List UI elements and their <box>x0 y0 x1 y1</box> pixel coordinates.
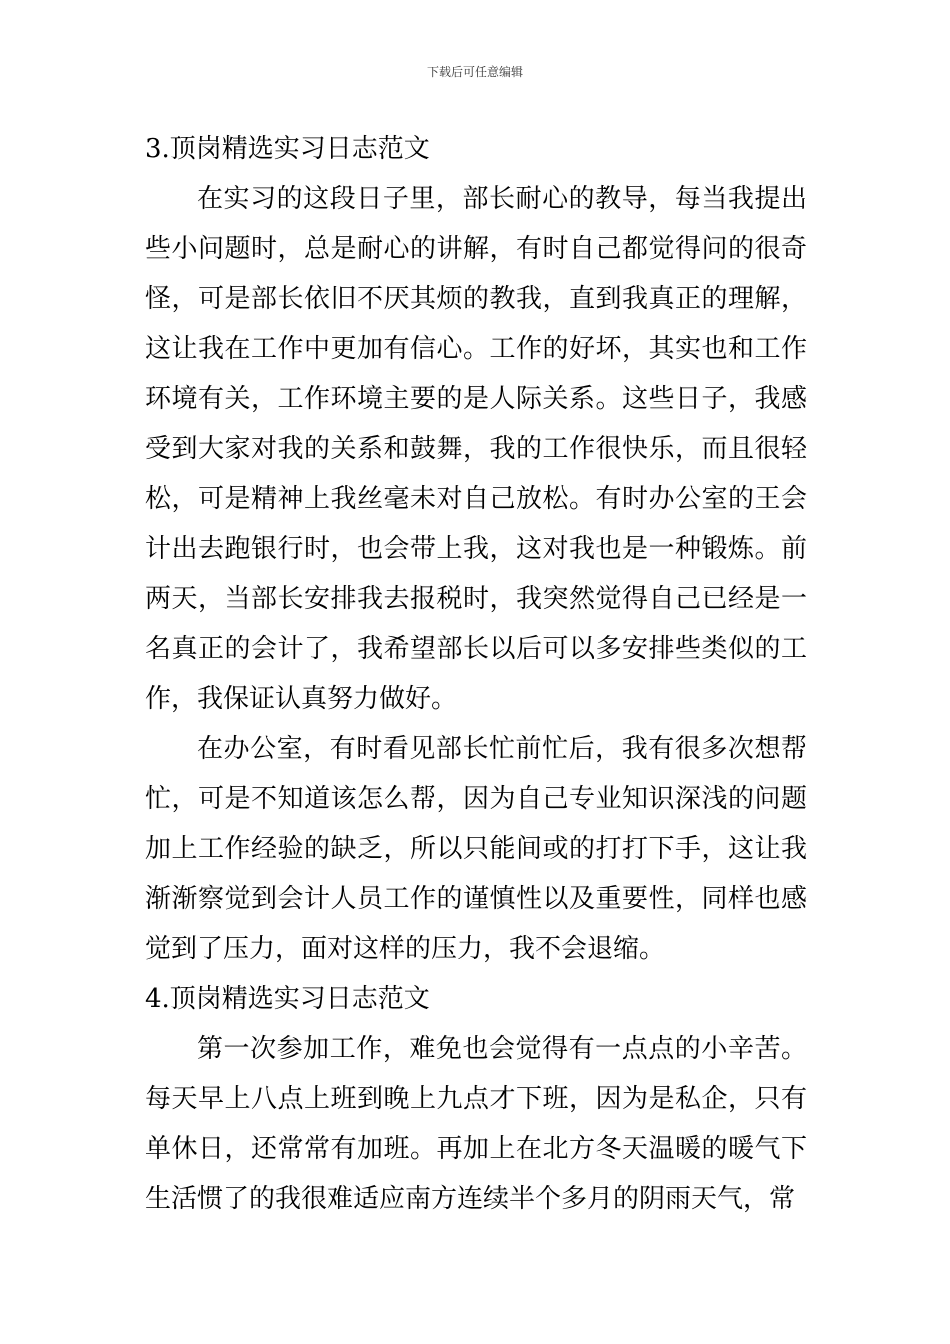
section-4-title: 4.顶岗精选实习日志范文 <box>145 984 430 1014</box>
document-body <box>145 124 807 1224</box>
section-3 <box>145 124 807 974</box>
section-4 <box>145 974 807 1224</box>
section-4-paragraph-1: 第一次参加工作，难免也会觉得有一点点的小辛苦。每天早上八点上班到晚上九点才下班，因为是私企，只有单休日，还常常有加班。再加上在北方冬天温暖的暖气下生活惯了的我很难适应南方连续半个多月的阴雨天气，常 <box>145 1034 807 1214</box>
section-3-paragraph-1: 在实习的这段日子里，部长耐心的教导，每当我提出些小问题时，总是耐心的讲解，有时自己都觉得问的很奇怪，可是部长依旧不厌其烦的教我，直到我真正的理解，这让我在工作中更加有信心。工作的好坏，其实也和工作环境有关，工作环境主要的是人际关系。这些日子，我感受到大家对我的关系和鼓舞，我的工作很快乐，而且很轻松，可是精神上我丝毫未对自己放松。有时办公室的王会计出去跑银行时，也会带上我，这对我也是一种锻炼。前两天，当部长安排我去报税时，我突然觉得自己已经是一名真正的会计了，我希望部长以后可以多安排些类似的工作，我保证认真努力做好。 <box>145 184 807 714</box>
section-3-title: 3.顶岗精选实习日志范文 <box>145 134 430 164</box>
section-3-paragraph-2: 在办公室，有时看见部长忙前忙后，我有很多次想帮忙，可是不知道该怎么帮，因为自己专业知识深浅的问题加上工作经验的缺乏，所以只能间或的打打下手，这让我渐渐察觉到会计人员工作的谨慎性以及重要性，同样也感觉到了压力，面对这样的压力，我不会退缩。 <box>145 734 807 964</box>
page-header: 下载后可任意编辑 <box>426 65 523 79</box>
